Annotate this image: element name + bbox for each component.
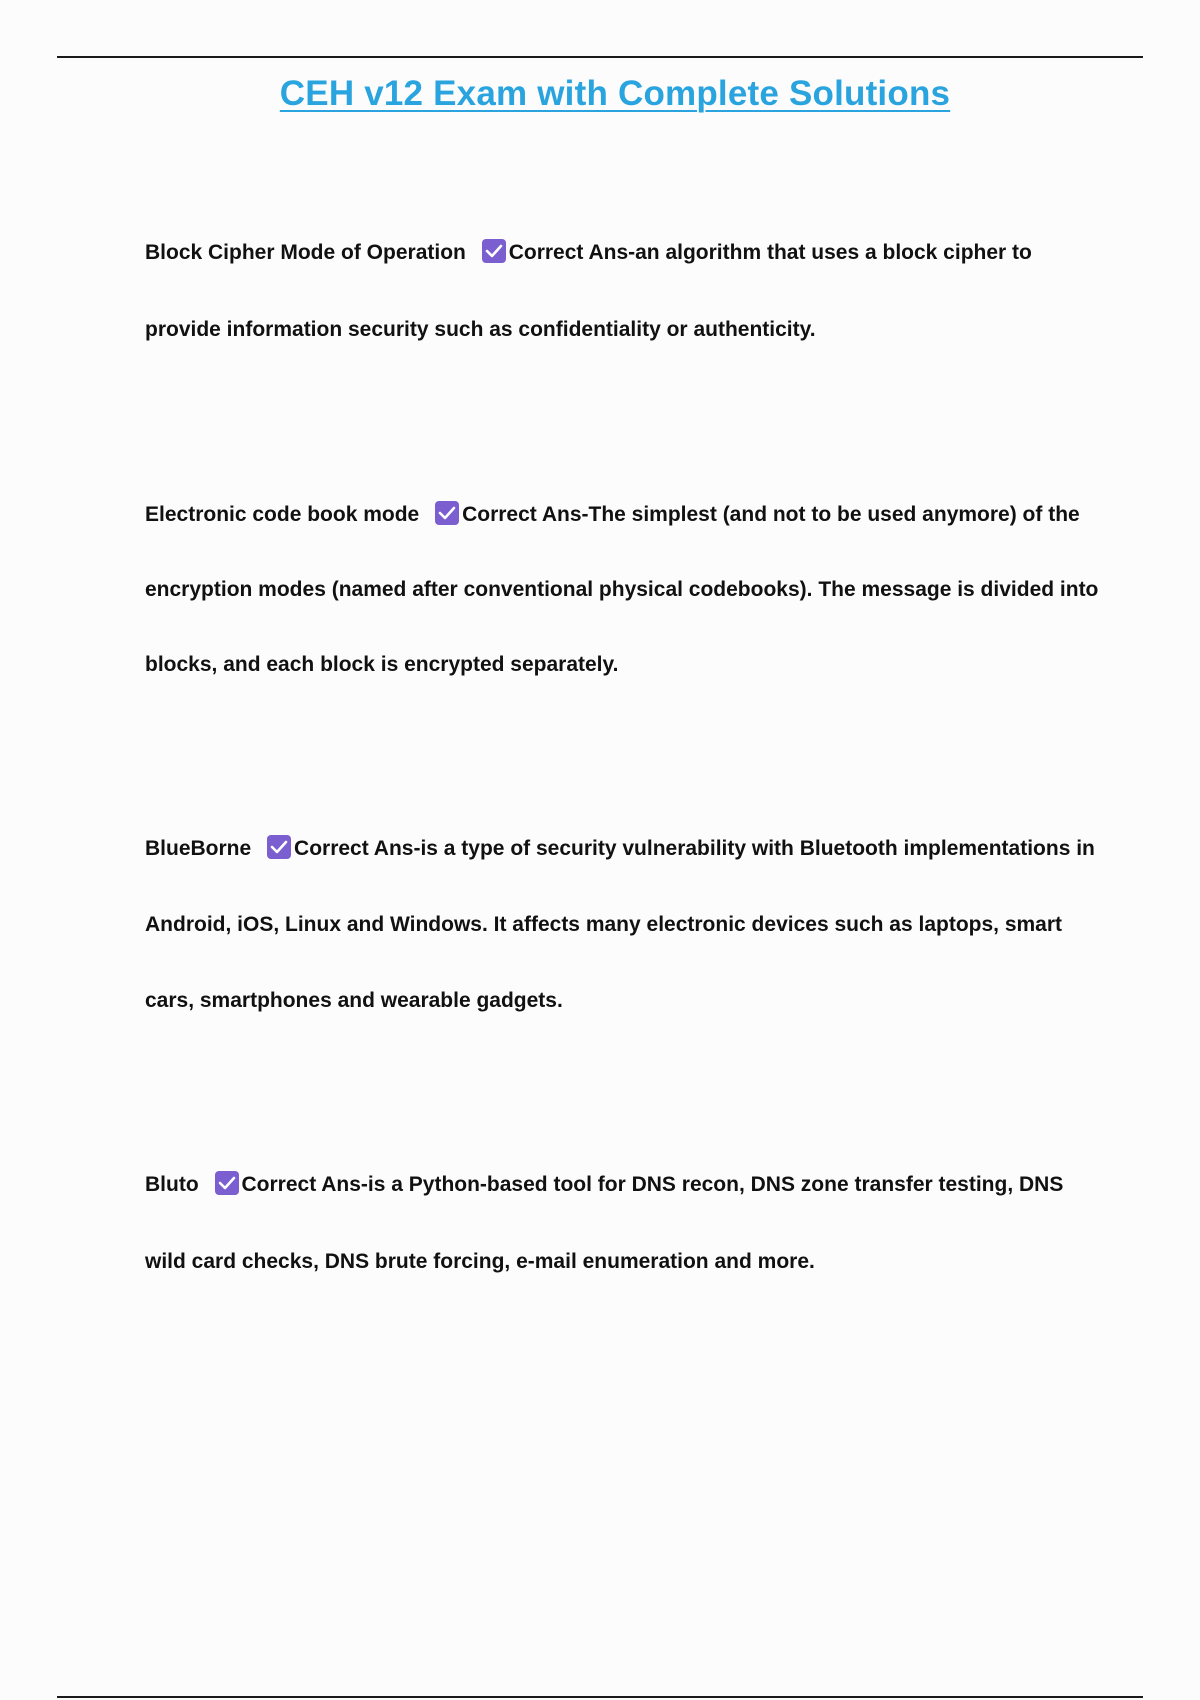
entry-term: Block Cipher Mode of Operation <box>145 241 466 264</box>
top-rule <box>57 56 1143 58</box>
check-box-icon <box>215 1171 239 1195</box>
check-box-icon <box>267 835 291 859</box>
entry-term: BlueBorne <box>145 837 252 860</box>
entry-answer: Correct Ans-The simplest (and not to be used anymore) of the encryption modes (named after conventional physical codebooks). The message is divided into blocks, and each block is encrypted separately. <box>145 503 1099 676</box>
entry-electronic-code-book <box>145 477 1105 702</box>
check-box-icon <box>482 239 506 263</box>
entry-answer: Correct Ans-an algorithm that uses a block cipher to provide information security such as confidentiality or authenticity. <box>145 241 1032 341</box>
document-title: CEH v12 Exam with Complete Solutions <box>279 74 951 113</box>
entry-block-cipher-mode <box>145 214 1105 368</box>
check-box-icon <box>435 501 459 525</box>
entry-bluto <box>145 1146 1105 1300</box>
entry-answer: Correct Ans-is a Python-based tool for DNS recon, DNS zone transfer testing, DNS wild card checks, DNS brute forcing, e-mail enumeration and more. <box>145 1173 1064 1273</box>
entry-blueborne <box>145 811 1105 1039</box>
entry-answer: Correct Ans-is a type of security vulnerability with Bluetooth implementations in Android, iOS, Linux and Windows. It affects many electronic devices such as laptops, smart cars, smartphones and wearable gadgets. <box>145 837 1095 1012</box>
entry-term: Bluto <box>145 1173 199 1196</box>
entry-term: Electronic code book mode <box>145 503 420 526</box>
bottom-rule <box>57 1696 1143 1698</box>
